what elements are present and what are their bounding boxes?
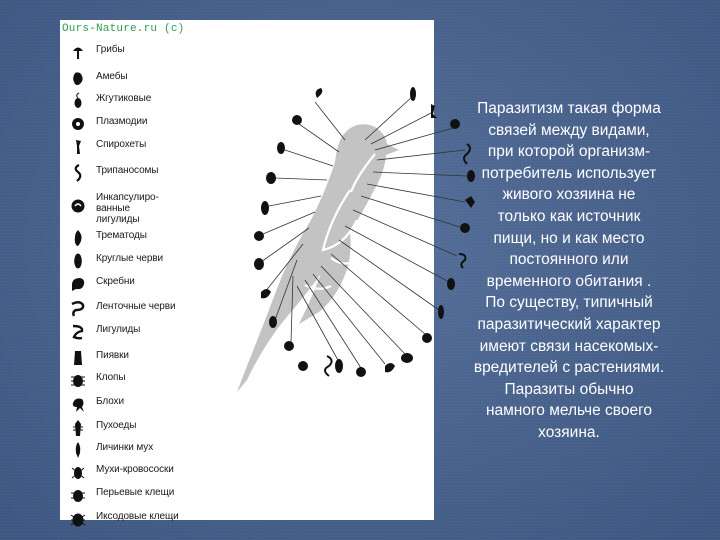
legend-item bbox=[60, 418, 190, 438]
ligula-icon bbox=[70, 323, 86, 341]
spirochete-icon bbox=[70, 138, 86, 156]
legend-label: Лигулиды bbox=[96, 324, 141, 335]
legend-label: Круглые черви bbox=[96, 253, 163, 264]
encapsulated-ligula-icon bbox=[70, 197, 86, 215]
plasmodium-icon bbox=[70, 115, 86, 133]
legend-label: Инкапсулиро- ванные лигулиды bbox=[96, 192, 159, 225]
legend-item bbox=[60, 462, 190, 482]
legend-label: Скребни bbox=[96, 276, 135, 287]
fungus-icon bbox=[70, 43, 86, 61]
legend-item bbox=[60, 114, 190, 134]
flagellate-icon bbox=[70, 92, 86, 110]
legend-label: Грибы bbox=[96, 44, 125, 55]
fly-larva-icon bbox=[70, 441, 86, 459]
legend-item bbox=[60, 394, 190, 414]
tapeworm-icon bbox=[70, 300, 86, 318]
legend-item bbox=[60, 137, 190, 157]
legend-label: Иксодовые клещи bbox=[96, 511, 179, 522]
roundworm-icon bbox=[70, 252, 86, 270]
feather-mite-icon bbox=[70, 486, 86, 504]
legend-label: Личинки мух bbox=[96, 442, 154, 453]
legend-item bbox=[60, 370, 190, 390]
legend-label: Амебы bbox=[96, 71, 128, 82]
bedbug-icon bbox=[70, 371, 86, 389]
legend-label: Клопы bbox=[96, 372, 126, 383]
legend-label: Блохи bbox=[96, 396, 124, 407]
acanthocephalan-icon bbox=[70, 275, 86, 293]
louse-fly-icon bbox=[70, 463, 86, 481]
legend-item bbox=[60, 348, 190, 368]
legend-label: Жгутиковые bbox=[96, 93, 152, 104]
legend-item bbox=[60, 192, 190, 225]
legend-label: Пухоеды bbox=[96, 420, 137, 431]
tick-icon bbox=[70, 510, 86, 528]
parasite-figure bbox=[60, 20, 434, 520]
leech-icon bbox=[70, 349, 86, 367]
legend-item bbox=[60, 228, 190, 248]
legend-label: Перьевые клещи bbox=[96, 487, 175, 498]
legend-label: Трипаносомы bbox=[96, 165, 159, 176]
legend-label: Трематоды bbox=[96, 230, 147, 241]
legend-item bbox=[60, 42, 190, 62]
legend-label: Ленточные черви bbox=[96, 301, 176, 312]
amoeba-icon bbox=[70, 70, 86, 88]
legend-label: Пиявки bbox=[96, 350, 129, 361]
main-paragraph: Паразитизм такая форма связей между видами, при которой организм- потребитель использует живого хозяина не только как источник пищи, но и как место постоянного или временного обитания . По существу, типичный паразитический характер имеют связи насекомых- вредителей с растениями. Паразиты обычно намного мельче своего хозяина. bbox=[473, 100, 665, 441]
flea-icon bbox=[70, 395, 86, 413]
trypanosome-icon bbox=[70, 164, 86, 182]
parasite-legend bbox=[60, 20, 190, 520]
watermark-text: Ours-Nature.ru (c) bbox=[62, 23, 185, 35]
trematode-icon bbox=[70, 229, 86, 247]
legend-item bbox=[60, 485, 190, 505]
legend-item bbox=[60, 69, 190, 89]
legend-label: Мухи-кровососки bbox=[96, 464, 174, 475]
legend-label: Спирохеты bbox=[96, 139, 147, 150]
legend-item bbox=[60, 509, 190, 529]
legend-item bbox=[60, 322, 190, 342]
legend-item bbox=[60, 274, 190, 294]
legend-item bbox=[60, 91, 190, 111]
legend-label: Плазмодии bbox=[96, 116, 148, 127]
legend-item bbox=[60, 251, 190, 271]
legend-item bbox=[60, 163, 190, 183]
legend-item bbox=[60, 440, 190, 460]
legend-item bbox=[60, 299, 190, 319]
louse-icon bbox=[70, 419, 86, 437]
